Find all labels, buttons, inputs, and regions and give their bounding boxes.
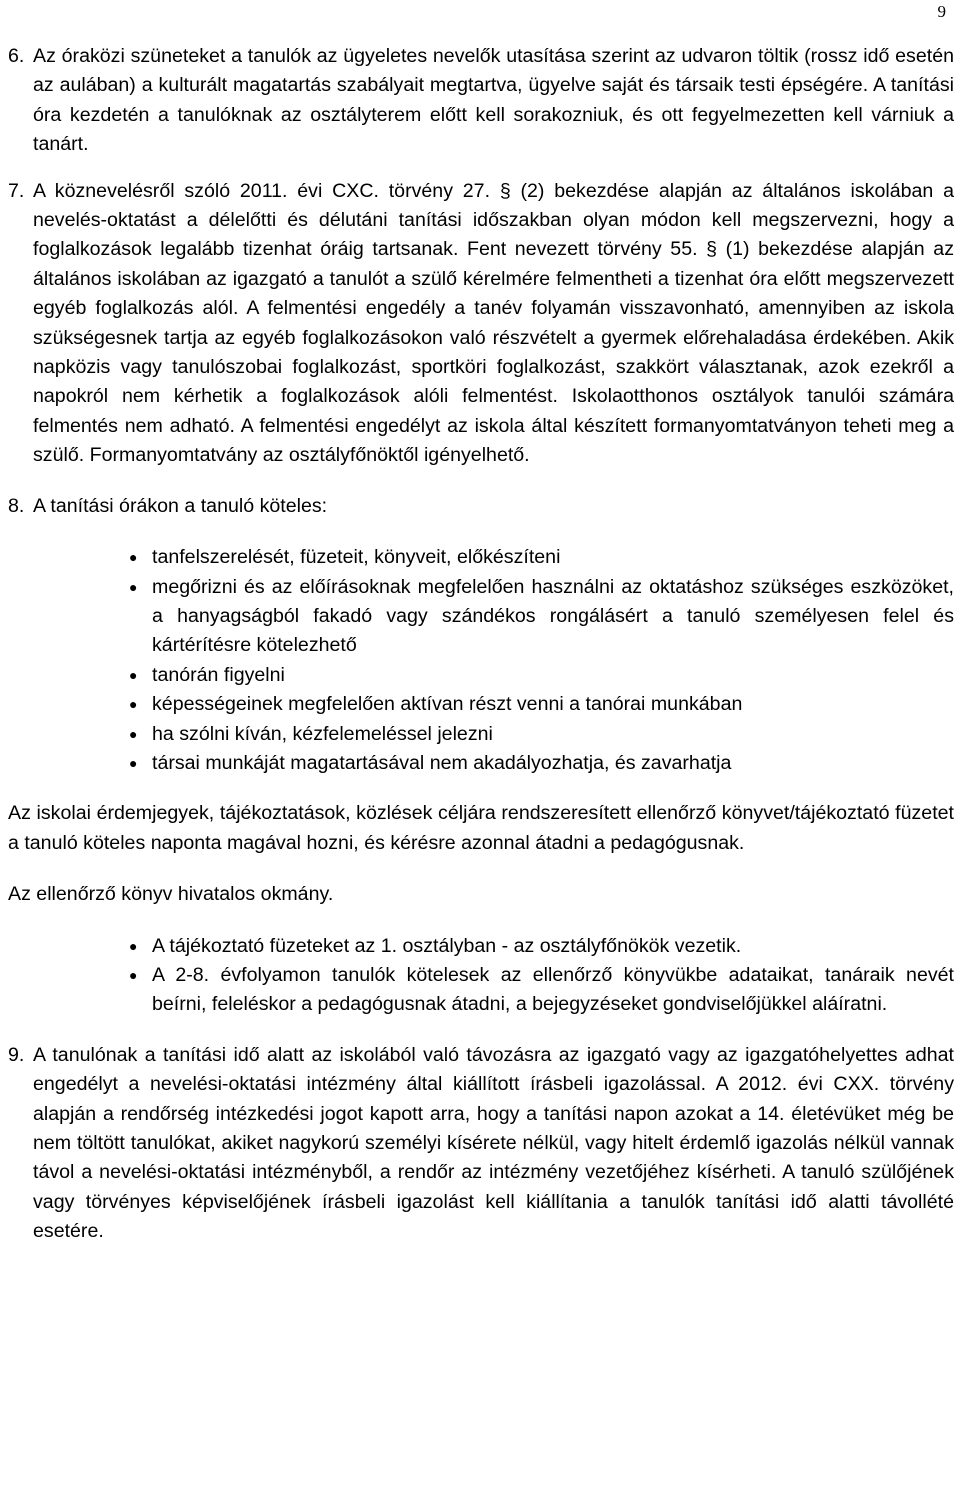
bullet-icon: ●: [129, 549, 138, 566]
list-item: [8, 720, 954, 749]
section-number: 8.: [8, 494, 25, 517]
gradebook-rules-list: [8, 932, 954, 1020]
gradebook-paragraph: Az iskolai érdemjegyek, tájékoztatások, közlések céljára rendszeresített ellenőrző könyvet/tájékoztató füzetet a tanuló köteles naponta magával hozni, és kérésre azonnal átadni a pedagógusnak.: [8, 802, 954, 854]
page-number: 9: [937, 2, 946, 21]
section-text: A tanulónak a tanítási idő alatt az iskolából való távozásra az igazgató vagy az igazgatóhelyettes adhat engedélyt a nevelési-oktatási intézmény által kiállított írásbeli igazolással. A 2012. évi CXX. törvény alapján a rendőrség intézkedési jogot kapott arra, hogy a tanítási napon azokat a 14. életévüket még be nem töltött tanulókat, akiket nagykorú személyi kísérete nélkül, vagy hitelt érdemlő igazolás nélkül vannak távol a nevelési-oktatási intézményből, a rendőr az intézmény vezetőjéhez kísérheti. A tanuló szülőjének vagy törvényes képviselőjének írásbeli igazolást kell kiállítania a tanulók tanítási idő alatti távollété esetére.: [33, 1043, 954, 1243]
bullet-icon: ●: [129, 666, 138, 683]
section-6: [8, 42, 954, 160]
list-item-text: megőrizni és az előírásoknak megfelelően használni az oktatáshoz szükséges eszközöket, a hanyagságból fakadó vagy szándékos rongálásért a tanuló személyesen felel és kártérítésre kötelezhető: [152, 575, 954, 657]
section-number: 9.: [8, 1043, 25, 1066]
bullet-icon: ●: [129, 578, 138, 595]
bullet-icon: ●: [129, 725, 138, 742]
document-body: [8, 42, 954, 1247]
list-item-text: tanórán figyelni: [152, 663, 285, 686]
list-item: [8, 690, 954, 719]
list-item-text: társai munkáját magatartásával nem akadályozhatja, és zavarhatja: [152, 751, 732, 774]
section-number: 7.: [8, 179, 25, 202]
bullet-icon: ●: [129, 966, 138, 983]
section-number: 6.: [8, 45, 25, 67]
section-9: [8, 1041, 954, 1247]
section-7: [8, 177, 954, 471]
section-8: [8, 492, 954, 521]
list-item: [8, 573, 954, 661]
section-text: A köznevelésről szóló 2011. évi CXC. törvény 27. § (2) bekezdése alapján az általános iskolában a nevelés-oktatást a délelőtti és délutáni tanítási időszakban olyan módon kell megszervezni, hogy a foglalkozások legalább tizenhat óráig tartsanak. Fent nevezett törvény 55. § (1) bekezdése alapján az általános iskolában az igazgató a tanulót a szülő kérelmére felmentheti a tizenhat óra előtt megszervezett egyéb foglalkozás alól. A felmentési engedély a tanév folyamán visszavonható, amennyiben az iskola szükségesnek tartja az egyéb foglalkozásokon való részvételt a gyermek előrehaladása érdekében. Akik napközis vagy tanulószobai foglalkozást, sportköri foglalkozást, szakkört választanak, azok ezekről a napokról nem kérhetik a foglalkozások alóli felmentést. Iskolaotthonos osztályok tanulói számára felmentés nem adható. A felmentési engedélyt az iskola által készített formanyomtatványon teheti meg a szülő. Formanyomtatvány az osztályfőnöktől igényelhető.: [33, 179, 954, 467]
list-item-text: ha szólni kíván, kézfelemeléssel jelezni: [152, 722, 493, 745]
list-item: [8, 543, 954, 572]
list-item: [8, 932, 954, 961]
section-text: Az óraközi szüneteket a tanulók az ügyeletes nevelők utasítása szerint az udvaron töltik (rossz idő esetén az aulában) a kulturált magatartás szabályait megtartva, ügyelve saját és társaik testi épségére. A tanítási óra kezdetén a tanulóknak az osztályterem előtt kell sorakozniuk, és ott fegyelmezetten kell várniuk a tanárt.: [33, 45, 954, 156]
list-item-text: A 2-8. évfolyamon tanulók kötelesek az ellenőrző könyvükbe adataikat, tanáraik nevét beírni, feleléskor a pedagógusnak átadni, a bejegyzéseket gondviselőjükkel aláíratni.: [152, 963, 954, 1016]
list-item: [8, 749, 954, 778]
list-item-text: A tájékoztató füzeteket az 1. osztályban - az osztályfőnökök vezetik.: [152, 934, 742, 957]
bullet-icon: ●: [129, 754, 138, 771]
duties-list: [8, 543, 954, 778]
list-item-text: tanfelszerelését, füzeteit, könyveit, előkészíteni: [152, 546, 561, 569]
list-item-text: képességeinek megfelelően aktívan részt venni a tanórai munkában: [152, 693, 743, 716]
section-text: A tanítási órákon a tanuló köteles:: [33, 494, 328, 517]
list-item: [8, 961, 954, 1020]
bullet-icon: ●: [129, 937, 138, 954]
official-document-note: Az ellenőrző könyv hivatalos okmány.: [8, 883, 334, 906]
list-item: [8, 661, 954, 690]
bullet-icon: ●: [129, 696, 138, 713]
